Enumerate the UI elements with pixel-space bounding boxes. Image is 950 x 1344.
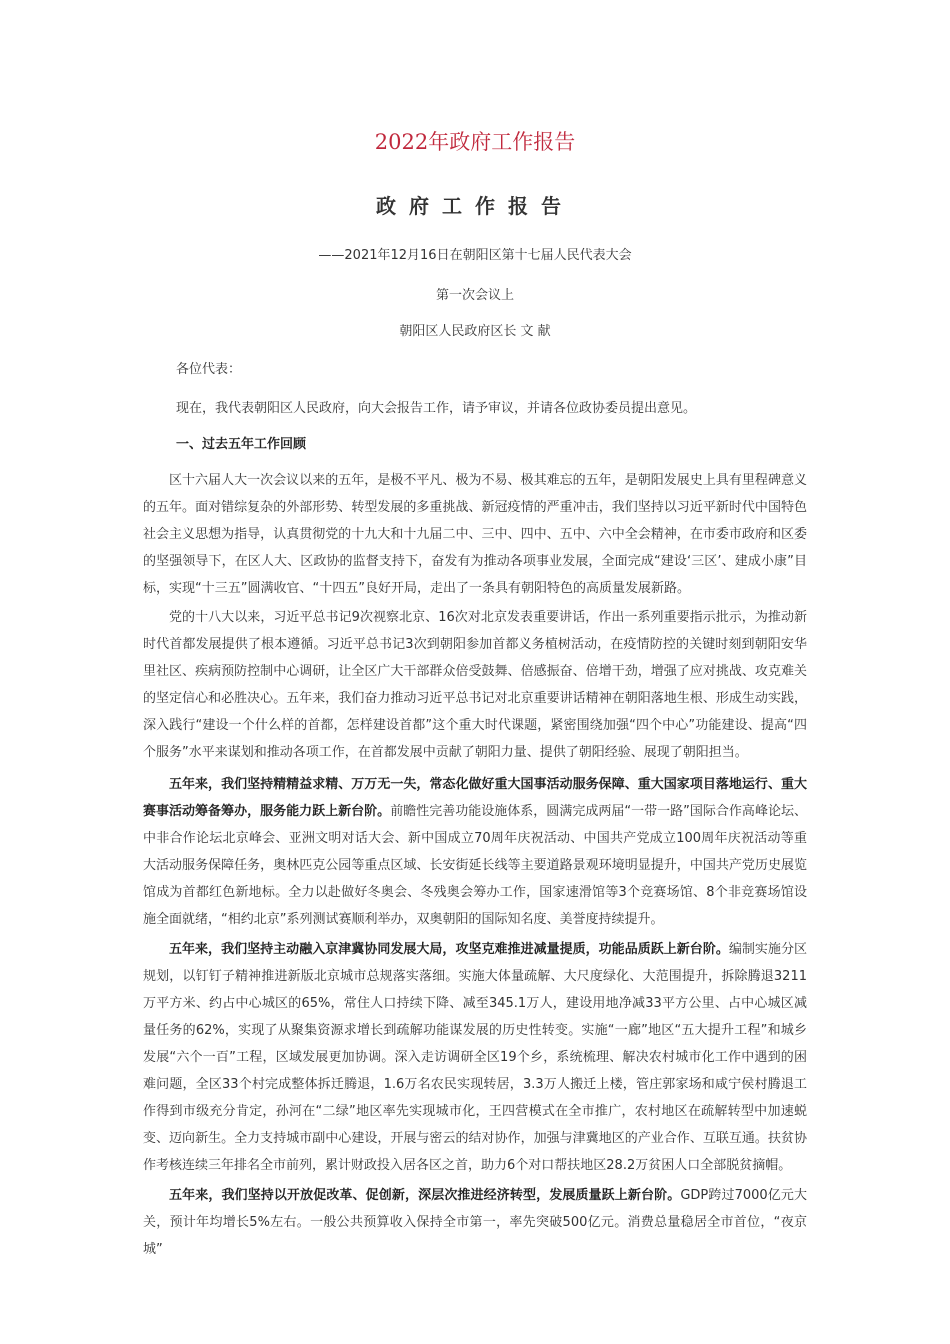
body-paragraph [143,1182,807,1263]
paragraph-lead: 五年来，我们坚持以开放促改革、促创新，深层次推进经济转型，发展质量跃上新台阶。 [169,1188,681,1203]
body-paragraph [143,771,807,933]
body-paragraph [143,936,807,1179]
paragraph-text: 前瞻性完善功能设施体系，圆满完成两届“一带一路”国际合作高峰论坛、中非合作论坛北京峰会、亚洲文明对话大会、新中国成立70周年庆祝活动、中国共产党成立100周年庆祝活动等重大活动服务保障任务，奥林匹克公园等重点区域、长安街延长线等主要道路景观环境明显提升，中国共产党历史展览馆成为首都红色新地标。全力以赴做好冬奥会、冬残奥会筹办工作，国家速滑馆等3个竞赛场馆、8个非竞赛场馆设施全面就绪，“相约北京”系列测试赛顺利举办，双奥朝阳的国际知名度、美誉度持续提升。 [143,804,807,927]
body-paragraph [143,467,807,602]
paragraph-lead: 五年来，我们坚持精精益求精、万万无一失，常态化做好重大国事活动服务保障、重大国家项目落地运行、重大赛事活动筹备筹办，服务能力跃上新台阶。 [143,777,807,819]
report-heading: 政府工作报告 [376,194,574,218]
paragraph-text: 党的十八大以来，习近平总书记9次视察北京、16次对北京发表重要讲话，作出一系列重要指示批示，为推动新时代首都发展提供了根本遵循。习近平总书记3次到朝阳参加首都义务植树活动，在疫情防控的关键时刻到朝阳安华里社区、疾病预防控制中心调研，让全区广大干部群众倍受鼓舞、倍感振奋、倍增干劲，增强了应对挑战、攻克难关的坚定信心和必胜决心。五年来，我们奋力推动习近平总书记对北京重要讲话精神在朝阳落地生根、形成生动实践，深入践行“建设一个什么样的首都，怎样建设首都”这个重大时代课题，紧密围绕加强“四个中心”功能建设、提高“四个服务”水平来谋划和推动各项工作，在首都发展中贡献了朝阳力量、提供了朝阳经验、展现了朝阳担当。 [143,610,807,760]
section-heading: 一、过去五年工作回顾 [176,437,307,452]
paragraph-lead: 五年来，我们坚持主动融入京津冀协同发展大局，攻坚克难推进减量提质，功能品质跃上新台阶。 [169,942,729,957]
author-line: 朝阳区人民政府区长 文 献 [399,324,551,339]
paragraph-text: 区十六届人大一次会议以来的五年，是极不平凡、极为不易、极其难忘的五年，是朝阳发展史上具有里程碑意义的五年。面对错综复杂的外部形势、转型发展的多重挑战、新冠疫情的严重冲击，我们坚持以习近平新时代中国特色社会主义思想为指导，认真贯彻党的十九大和十九届二中、三中、四中、五中、六中全会精神，在市委市政府和区委的坚强领导下，在区人大、区政协的监督支持下，奋发有为推动各项事业发展，全面完成“建设‘三区’、建成小康”目标，实现“十三五”圆满收官、“十四五”良好开局，走出了一条具有朝阳特色的高质量发展新路。 [143,473,807,596]
paragraph-text: 编制实施分区规划，以钉钉子精神推进新版北京城市总规落实落细。实施大体量疏解、大尺度绿化、大范围提升，拆除腾退3211万平方米、约占中心城区的65%，常住人口持续下降、减至345.1万人，建设用地净减33平方公里、占中心城区减量任务的62%，实现了从聚集资源求增长到疏解功能谋发展的历史性转变。实施“一廊”地区“五大提升工程”和城乡发展“六个一百”工程，区域发展更加协调。深入走访调研全区19个乡，系统梳理、解决农村城市化工作中遇到的困难问题，全区33个村完成整体拆迁腾退，1.6万名农民实现转居，3.3万人搬迁上楼，管庄郭家场和咸宁侯村腾退工作得到市级充分肯定，孙河在“二绿”地区率先实现城市化，王四营模式在全市推广，农村地区在疏解转型中加速蜕变、迈向新生。全力支持城市副中心建设，开展与密云的结对协作，加强与津冀地区的产业合作、互联互通。扶贫协作考核连续三年排名全市前列，累计财政投入居各区之首，助力6个对口帮扶地区28.2万贫困人口全部脱贫摘帽。 [143,942,807,1173]
document-title: 2022年政府工作报告 [374,130,576,154]
subtitle-line-1: ——2021年12月16日在朝阳区第十七届人民代表大会 [318,248,632,263]
subtitle-line-2: 第一次会议上 [435,288,514,303]
paragraph-text: GDP跨过7000亿元大关，预计年均增长5%左右。一般公共预算收入保持全市第一，率先突破500亿元。消费总量稳居全市首位，“夜京城” [143,1188,807,1257]
salutation: 各位代表： [176,362,242,377]
intro-paragraph: 现在，我代表朝阳区人民政府，向大会报告工作，请予审议，并请各位政协委员提出意见。 [176,401,697,416]
body-paragraph [143,604,807,766]
